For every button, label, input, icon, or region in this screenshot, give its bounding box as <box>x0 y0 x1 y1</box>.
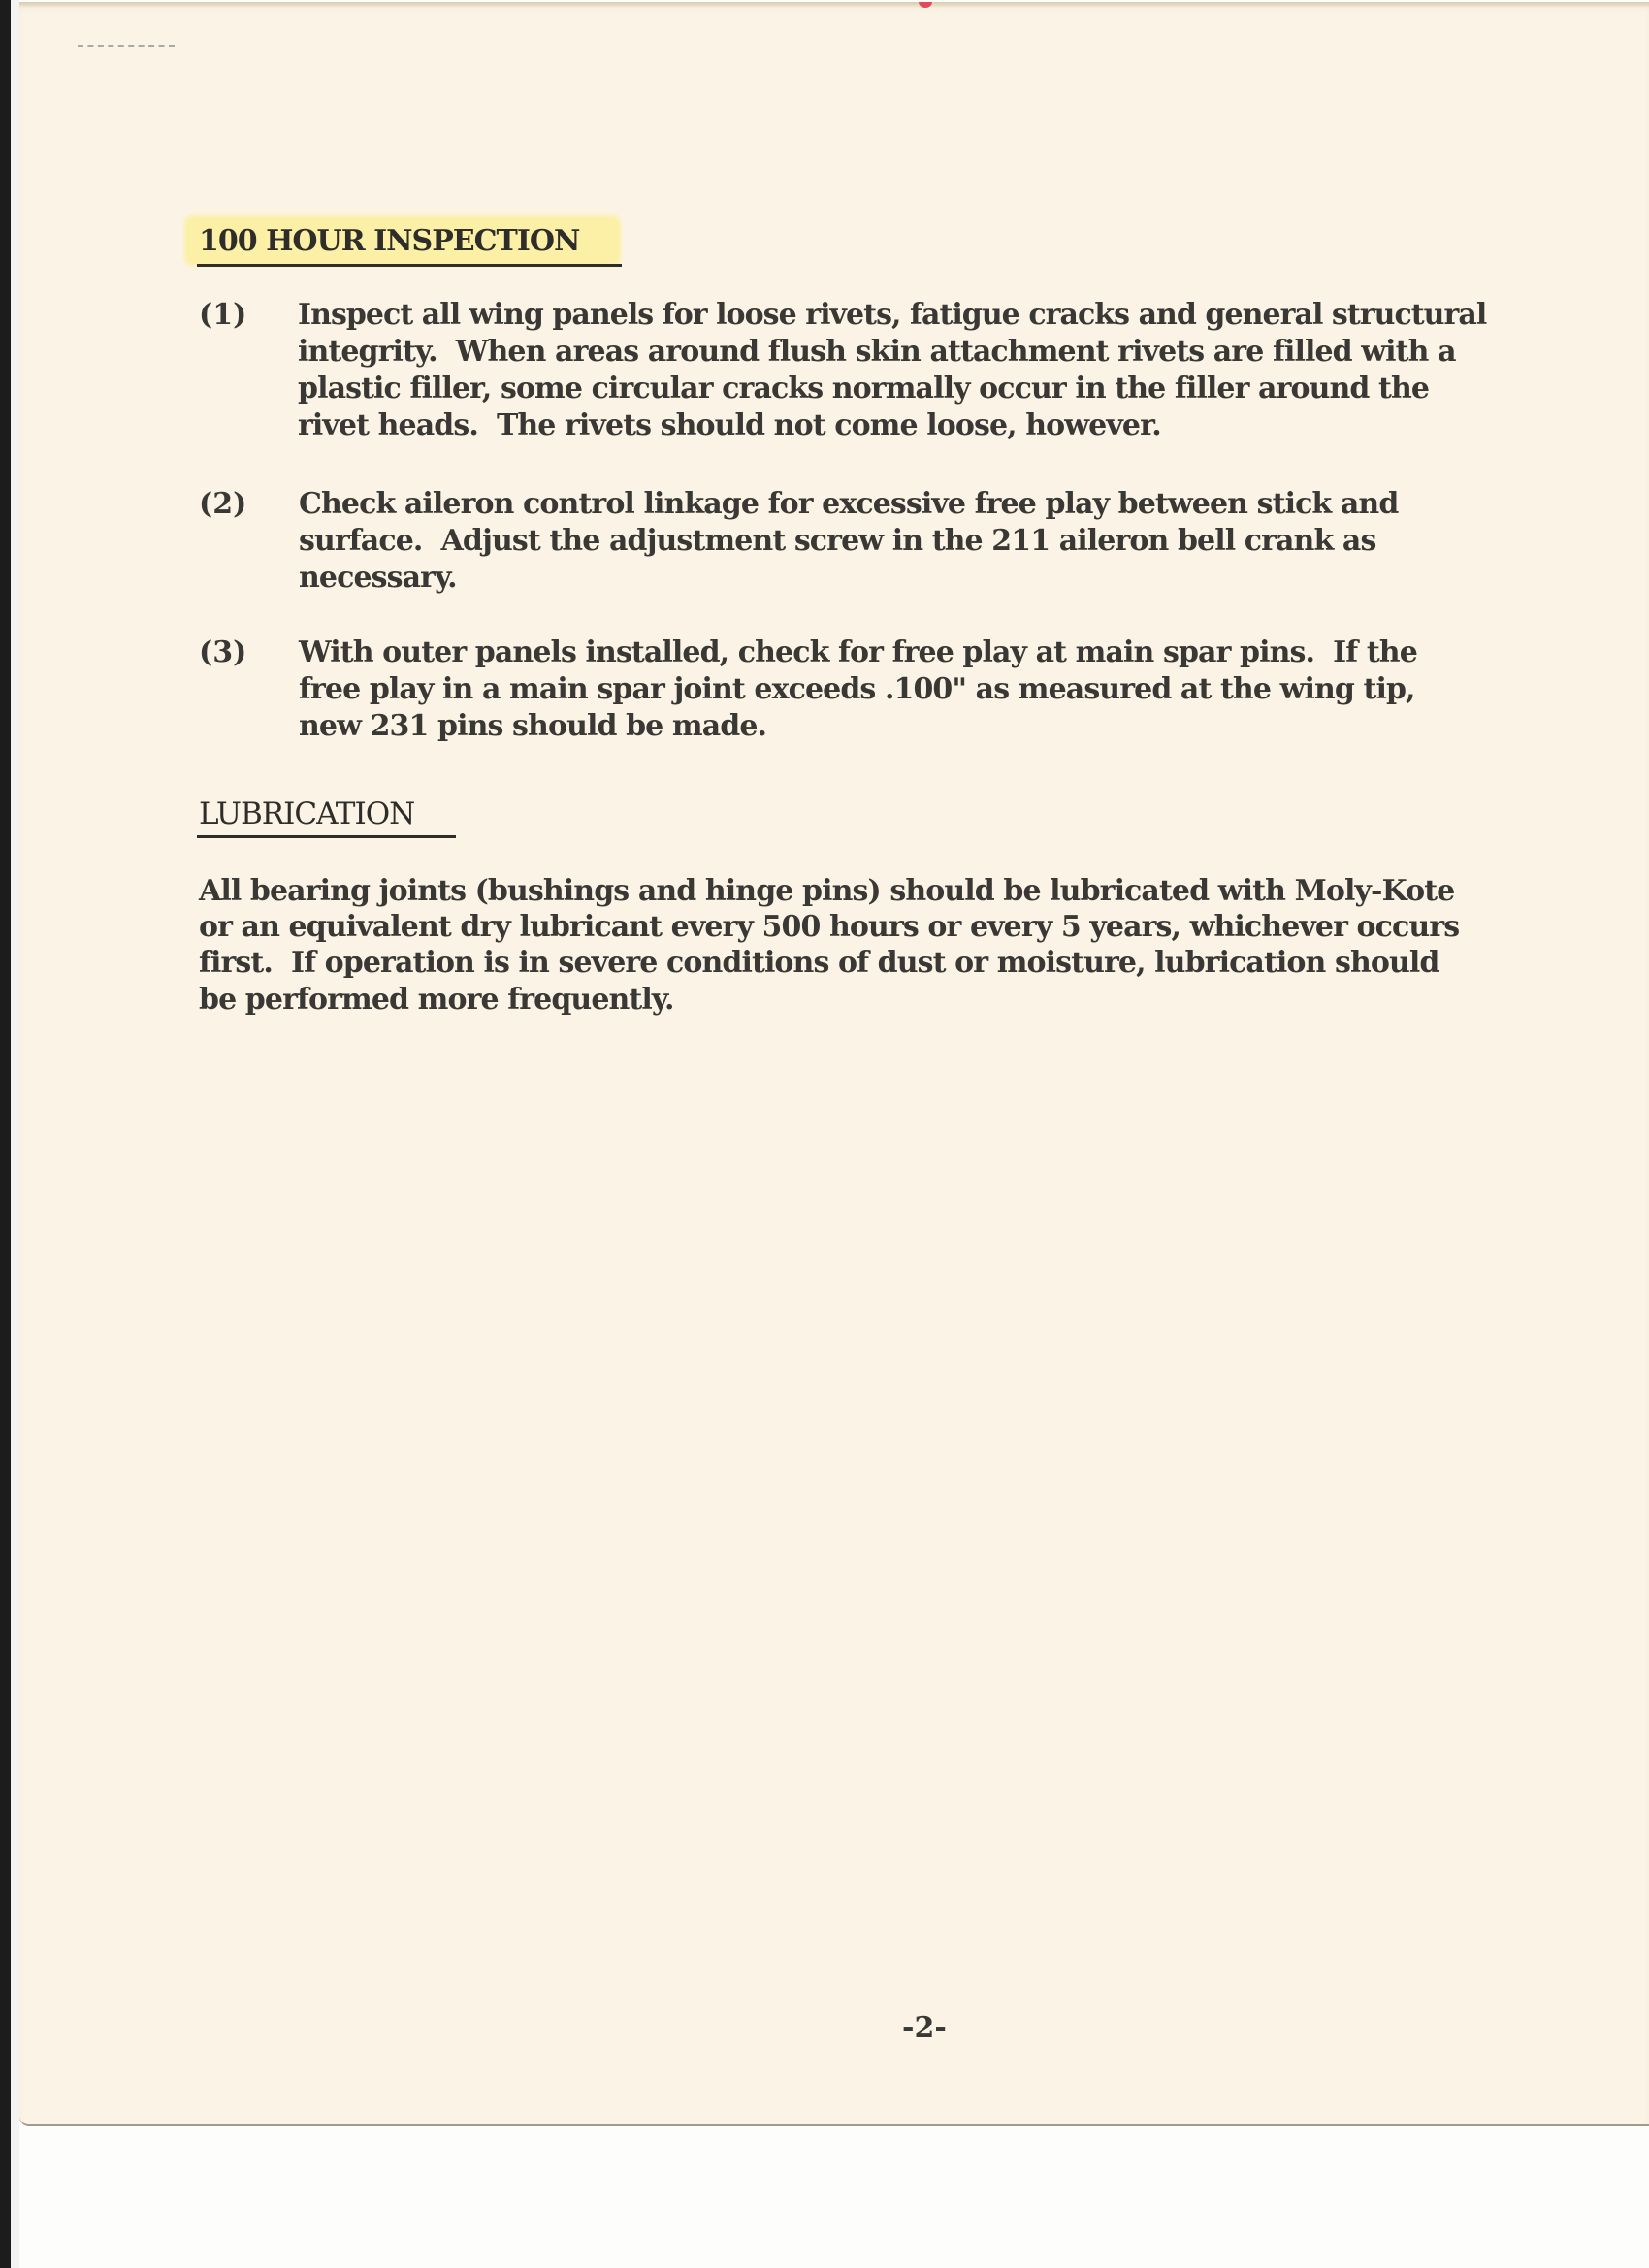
document-page <box>19 2 1649 2126</box>
item-line: surface. Adjust the adjustment screw in the 211 aileron bell crank as <box>299 524 1376 558</box>
item-line: integrity. When areas around flush skin attachment rivets are filled with a <box>298 335 1456 369</box>
item-number: (2) <box>199 487 247 521</box>
paper-top-edge <box>19 2 1649 8</box>
paragraph-line: or an equivalent dry lubricant every 500 hours or every 5 years, whichever occurs <box>199 910 1460 944</box>
item-number: (1) <box>199 298 247 332</box>
pencil-mark <box>78 39 175 47</box>
scanner-edge <box>0 0 11 2268</box>
item-line: new 231 pins should be made. <box>299 709 767 743</box>
scanner-margin <box>11 0 19 2268</box>
paragraph-line: first. If operation is in severe conditions of dust or moisture, lubrication should <box>199 946 1439 980</box>
item-line: plastic filler, some circular cracks normally occur in the filler around the <box>298 372 1430 405</box>
item-line: necessary. <box>299 561 457 595</box>
item-line: rivet heads. The rivets should not come loose, however. <box>298 408 1161 442</box>
lubrication-heading-underline <box>197 835 456 838</box>
lubrication-heading: LUBRICATION <box>199 796 415 831</box>
paragraph-line: be performed more frequently. <box>199 983 674 1017</box>
page-number: -2- <box>902 2011 947 2045</box>
item-line: Check aileron control linkage for excessive free play between stick and <box>299 487 1399 521</box>
item-line: free play in a main spar joint exceeds .100" as measured at the wing tip, <box>299 672 1415 706</box>
item-line: With outer panels installed, check for free play at main spar pins. If the <box>299 635 1417 669</box>
inspection-heading-underline <box>197 264 622 267</box>
inspection-heading: 100 HOUR INSPECTION <box>199 224 580 258</box>
item-number: (3) <box>199 635 247 669</box>
paragraph-line: All bearing joints (bushings and hinge pins) should be lubricated with Moly-Kote <box>199 874 1455 908</box>
item-line: Inspect all wing panels for loose rivets, fatigue cracks and general structural <box>298 298 1487 332</box>
